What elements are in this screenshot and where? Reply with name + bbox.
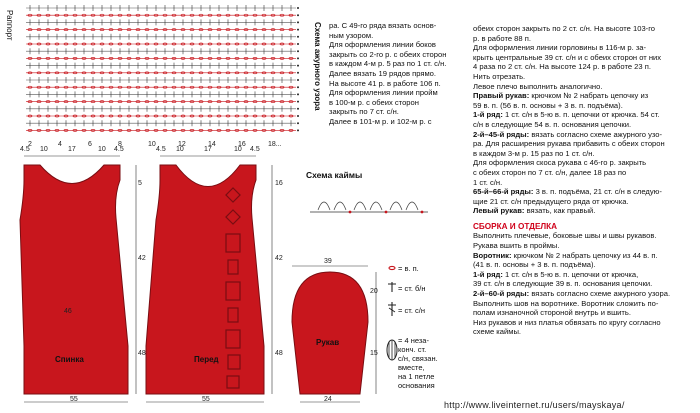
text-line: Низ рукавов и низ платья обвязать по кругу согласно <box>473 317 661 327</box>
back-dim-top-2: 10 <box>40 146 48 153</box>
back-dim-side-2: 42 <box>138 255 146 262</box>
back-dim-side-1: 5 <box>138 180 142 187</box>
row-line <box>473 206 695 216</box>
chart-row-end <box>297 43 299 45</box>
chart-row-end <box>297 79 299 81</box>
text-line: вязать, как правый. <box>526 206 596 216</box>
chart-row-end <box>297 21 299 23</box>
row-line <box>473 251 695 261</box>
chart-row-number: 12 <box>178 141 186 148</box>
text-line: Для оформления скоса рукава с 46-го р. закрыть <box>473 158 647 168</box>
text-line: схеме каймы. <box>473 327 522 337</box>
chart-row-end <box>297 14 299 16</box>
text-line: Выполнить шов на воротнике. Воротник сложить по- <box>473 298 659 308</box>
text-line: ра. С 49-го ряда вязать основ- <box>329 21 437 30</box>
legend-cluster-line: = 4 неза- <box>398 336 429 345</box>
chart-row-end <box>297 72 299 74</box>
text-line: в 100-м р. с обеих сторон <box>329 97 419 107</box>
text-line: 59 в. п. (56 в. п. основы + 3 в. п. подъёма). <box>473 100 623 110</box>
front-dim-top-3: 17 <box>204 146 212 153</box>
legend-cluster-line: основания <box>398 381 435 390</box>
row-line <box>473 110 695 120</box>
sleeve-dim-bottom: 24 <box>324 396 332 403</box>
chart-row-number: 6 <box>88 141 92 148</box>
text-line: обеих сторон закрыть по 2 ст. с/н. На высоте 103-го <box>473 24 656 33</box>
text-line: (41 в. п. основы + 3 в. п. подъёма). <box>473 260 596 270</box>
back-center-dim: 46 <box>64 308 72 315</box>
legend-cluster <box>398 336 438 390</box>
text-line: Рукава вшить в проймы. <box>473 241 560 251</box>
chart-row-end <box>297 129 299 131</box>
stitch-chart-grid <box>0 0 312 150</box>
row-heading: 2-й–45-й ряды: <box>473 129 530 139</box>
front-dim-side-1: 16 <box>275 180 283 187</box>
chart-row-number: 2 <box>28 141 32 148</box>
text-line: вязать согласно схеме ажурного узора. <box>531 289 671 299</box>
chart-row-number: 14 <box>208 141 216 148</box>
back-dim-top-5: 4.5 <box>114 146 124 153</box>
text-column-right <box>473 24 695 337</box>
legend-cluster-line: конч. ст. <box>398 345 427 354</box>
source-url[interactable]: http://www.liveinternet.ru/users/mayskaya/ <box>444 400 625 410</box>
row-heading: 65-й–66-й ряды: <box>473 187 534 197</box>
front-dim-top-4: 10 <box>234 146 242 153</box>
text-line: крыть центральные 39 ст. с/н и с обеих сторон от них <box>473 52 662 62</box>
text-line: полам изнаночной стороной внутрь и вшить. <box>473 308 631 318</box>
back-dim-side-3: 48 <box>138 350 146 357</box>
text-line: щие 21 ст. с/н предыдущего ряда от крючка. <box>473 196 629 206</box>
row-heading: 2-й–60-й ряды: <box>473 289 530 299</box>
text-line: 1 ст. с/н. <box>473 177 503 187</box>
text-line: крючком № 2 набрать цепочку из 44 в. п. <box>513 250 658 260</box>
text-line: крючком № 2 набрать цепочку из <box>531 91 649 101</box>
text-line: 1 ст. с/н в 5-ю в. п. цепочки от крючка, <box>504 269 639 279</box>
right-sleeve-heading: Правый рукав: <box>473 91 530 101</box>
legend-cluster-line: с/н, связан. <box>398 354 438 363</box>
text-line: Далее вязать 19 рядов прямо. <box>329 68 437 78</box>
chart-row-end <box>297 122 299 124</box>
chart-row-number: 8 <box>118 141 122 148</box>
front-dim-top-2: 10 <box>176 146 184 153</box>
chart-row-end <box>297 7 299 9</box>
front-dim-top-5: 4.5 <box>250 146 260 153</box>
sleeve-dim-top: 39 <box>324 258 332 265</box>
text-line: 1 ст. с/н в 5-ю в. п. цепочки от крючка. 54 ст. <box>504 110 660 120</box>
sleeve-piece-label: Рукав <box>316 338 340 347</box>
sleeve-heading-line <box>473 91 695 101</box>
back-dim-bottom: 55 <box>70 396 78 403</box>
front-piece-label: Перед <box>194 355 219 364</box>
chart-row-end <box>297 108 299 110</box>
front-dim-top-1: 4.5 <box>156 146 166 153</box>
back-dim-top-1: 4.5 <box>20 146 30 153</box>
front-dim-bottom: 55 <box>202 396 210 403</box>
chart-row-end <box>297 29 299 31</box>
text-column-left <box>329 21 469 127</box>
text-line: Нить отрезать. <box>473 71 526 81</box>
chart-row-end <box>297 36 299 38</box>
back-piece-label: Спинка <box>55 355 84 364</box>
text-line: закрыть со 2-го р. с обеих сторон <box>329 49 447 59</box>
legend-double-crochet: = ст. с/н <box>398 306 425 315</box>
legend-cluster-line: вместе, <box>398 363 425 372</box>
text-line: ным узором. <box>329 30 374 40</box>
assembly-section-title: СБОРКА И ОТДЕЛКА <box>473 221 558 231</box>
legend-single-crochet: = ст. б/н <box>398 284 426 293</box>
text-line: 3 в. п. подъёма, 21 ст. с/н в следую- <box>535 187 662 197</box>
legend-chain-stitch: = в. п. <box>398 264 419 273</box>
chart-row-end <box>297 50 299 52</box>
rapport-label: Раппорт <box>5 10 14 41</box>
text-line: с/н в следующие 54 в. п. основания цепочки. <box>473 119 632 129</box>
chart-row-end <box>297 93 299 95</box>
legend-cluster-line: на 1 петле <box>398 372 435 381</box>
row-heading: 1-й ряд: <box>473 269 503 279</box>
chart-row-number: 10 <box>148 141 156 148</box>
text-line: Левое плечо выполнить аналогично. <box>473 81 603 91</box>
stitch-chart <box>0 0 312 150</box>
row-line <box>473 130 695 140</box>
text-line: р. в работе 88 п. <box>473 33 531 43</box>
sleeve-dim-side-1: 20 <box>370 288 378 295</box>
sleeve-piece-shape <box>292 272 368 394</box>
text-line: с обеих сторон по 7 ст. с/н, далее 18 раз по <box>473 167 627 177</box>
row-line <box>473 289 695 299</box>
text-line: 4 раза по 2 ст. с/н. На высоте 124 р. в работе 23 п. <box>473 62 651 72</box>
text-line: в каждом 4-м р. 5 раз по 1 ст. с/н. <box>329 59 447 69</box>
text-line: закрыть по 7 ст. с/н. <box>329 107 399 117</box>
text-line: Для оформления линии горловины в 116-м р. за- <box>473 43 647 53</box>
text-line: Для оформления линии пройм <box>329 88 438 98</box>
text-line: Далее в 101-м р. и 102-м р. с <box>329 116 432 126</box>
edge-chart-title: Схема каймы <box>306 170 363 180</box>
chart-row-end <box>297 57 299 59</box>
left-sleeve-heading: Левый рукав: <box>473 206 525 216</box>
row-heading: 1-й ряд: <box>473 110 503 120</box>
edge-chart <box>304 180 434 220</box>
back-dim-top-4: 10 <box>98 146 106 153</box>
text-line: в каждом 3-м р. 15 раз по 1 ст. с/н. <box>473 148 595 158</box>
text-line: На высоте 41 р. в работе 106 п. <box>329 78 441 88</box>
chart-row-end <box>297 65 299 67</box>
text-line: вязать согласно схеме ажурного узо- <box>531 129 663 139</box>
chart-row-number: 18... <box>268 141 282 148</box>
text-line: Для оформления линии боков <box>329 40 436 50</box>
row-line <box>473 270 695 280</box>
back-dim-top-3: 17 <box>68 146 76 153</box>
text-line: 39 ст. с/н в следующие 39 в. п. основания цепочки. <box>473 279 653 289</box>
chart-row-end <box>297 115 299 117</box>
front-dim-side-2: 42 <box>275 255 283 262</box>
front-dim-side-3: 48 <box>275 350 283 357</box>
chart-row-end <box>297 86 299 88</box>
row-line <box>473 187 695 197</box>
chart-row-number: 16 <box>238 141 246 148</box>
stitch-chart-title: Схема ажурного узора <box>313 22 322 111</box>
chart-row-end <box>297 101 299 103</box>
text-line: ра. Для расширения рукава прибавить с обеих сторон <box>473 139 665 149</box>
chart-row-number: 4 <box>58 141 62 148</box>
collar-heading: Воротник: <box>473 250 512 260</box>
sleeve-dim-side-2: 15 <box>370 350 378 357</box>
text-line: Выполнить плечевые, боковые швы и швы рукавов. <box>473 231 657 241</box>
